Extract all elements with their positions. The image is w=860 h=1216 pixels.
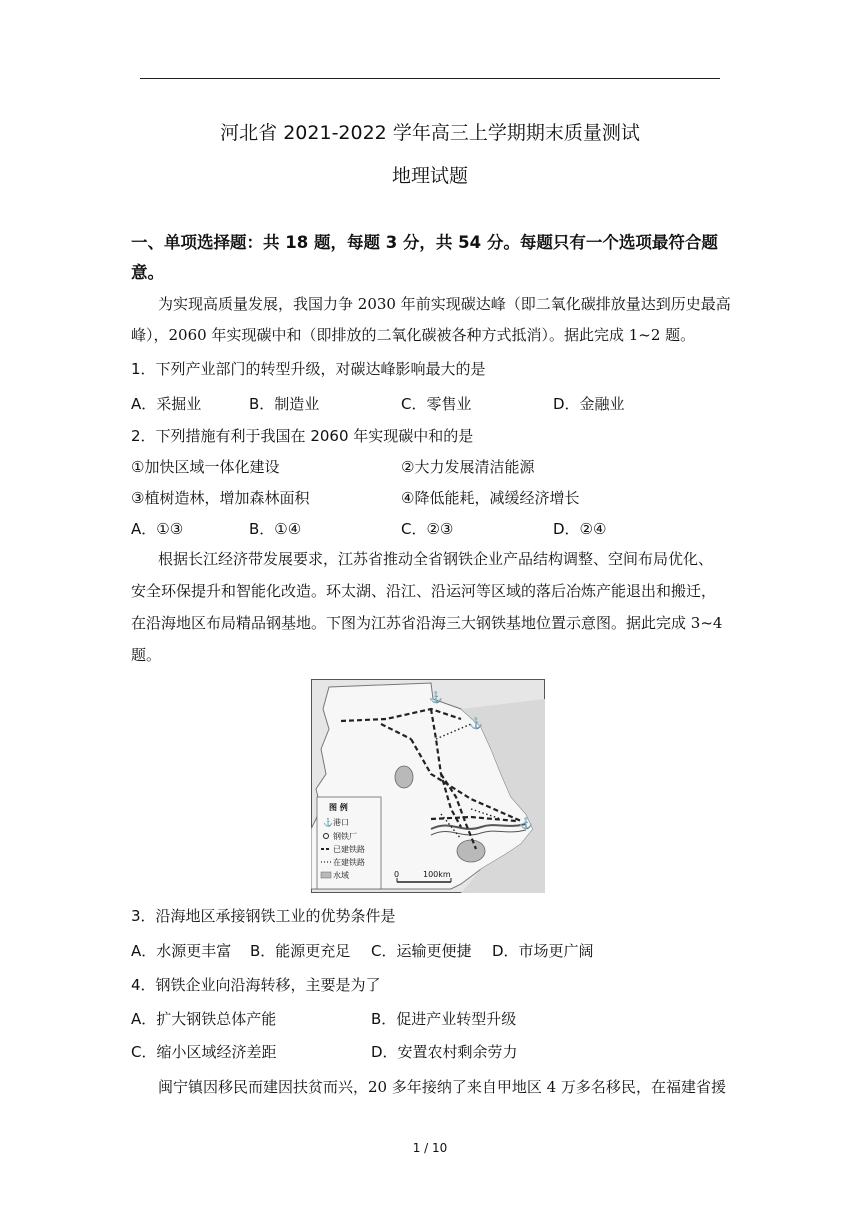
q4-option-a: A．扩大钢铁总体产能 xyxy=(131,1010,277,1028)
question-3-stem: 3．沿海地区承接钢铁工业的优势条件是 xyxy=(131,907,396,925)
question-2-stem: 2．下列措施有利于我国在 2060 年实现碳中和的是 xyxy=(131,427,474,445)
passage1-line1: 为实现高质量发展，我国力争 2030 年前实现碳达峰（即二氧化碳排放量达到历史最高 xyxy=(158,295,731,313)
svg-text:⚓: ⚓ xyxy=(469,717,483,730)
legend-title: 图 例 xyxy=(329,803,348,812)
q1-option-c: C．零售业 xyxy=(401,395,472,413)
q2-item-4: ④降低能耗，减缓经济增长 xyxy=(401,489,580,507)
jiangsu-steel-base-map xyxy=(311,679,545,893)
q3-option-b: B．能源更充足 xyxy=(250,942,351,960)
q3-option-a: A．水源更丰富 xyxy=(131,942,232,960)
q4-option-d: D．安置农村剩余劳力 xyxy=(371,1043,518,1061)
q1-option-a: A．采掘业 xyxy=(131,395,202,413)
page-number: 1 / 10 xyxy=(412,1141,448,1155)
svg-text:⚓: ⚓ xyxy=(323,818,333,827)
svg-text:⚓: ⚓ xyxy=(519,817,533,830)
legend-water: 水域 xyxy=(333,871,349,880)
passage2-line3: 在沿海地区布局精品钢基地。下图为江苏省沿海三大钢铁基地位置示意图。据此完成 3~4 xyxy=(131,614,723,632)
q3-option-d: D．市场更广阔 xyxy=(492,942,594,960)
passage2-line2: 安全环保提升和智能化改造。环太湖、沿江、沿运河等区域的落后冶炼产能退出和搬迁， xyxy=(131,582,717,600)
question-4-stem: 4．钢铁企业向沿海转移，主要是为了 xyxy=(131,976,381,994)
exam-subject: 地理试题 xyxy=(391,165,468,187)
question-1-stem: 1．下列产业部门的转型升级，对碳达峰影响最大的是 xyxy=(131,360,486,378)
q2-item-1: ①加快区域一体化建设 xyxy=(131,458,280,476)
legend-port: 港口 xyxy=(333,818,349,827)
q2-item-3: ③植树造林，增加森林面积 xyxy=(131,489,310,507)
q2-option-c: C．②③ xyxy=(401,520,454,538)
q1-option-d: D．金融业 xyxy=(553,395,625,413)
exam-title: 河北省 2021-2022 学年高三上学期期末质量测试 xyxy=(220,122,640,144)
scale-label: 100km xyxy=(423,870,451,879)
q2-option-a: A．①③ xyxy=(131,520,184,538)
q3-option-c: C．运输更便捷 xyxy=(371,942,472,960)
passage2-line4: 题。 xyxy=(131,646,162,664)
legend-steel-plant: 钢铁厂 xyxy=(333,832,357,841)
passage2-line1: 根据长江经济带发展要求，江苏省推动全省钢铁企业产品结构调整、空间布局优化、 xyxy=(158,550,714,568)
section-heading: 一、单项选择题：共 18 题，每题 3 分，共 54 分。每题只有一个选项最符合题 xyxy=(131,233,718,252)
legend-existing-railway: 已建铁路 xyxy=(333,845,365,854)
passage1-line2: 峰），2060 年实现碳中和（即排放的二氧化碳被各种方式抵消）。据此完成 1~2 题。 xyxy=(131,326,696,344)
q1-option-b: B．制造业 xyxy=(249,395,320,413)
svg-text:⚓: ⚓ xyxy=(429,691,443,704)
top-rule xyxy=(140,78,720,79)
q4-option-b: B．促进产业转型升级 xyxy=(371,1010,517,1028)
q4-option-c: C．缩小区域经济差距 xyxy=(131,1043,277,1061)
q2-option-d: D．②④ xyxy=(553,520,607,538)
section-heading-cont: 意。 xyxy=(131,263,164,282)
scale-zero: 0 xyxy=(394,870,400,879)
q2-item-2: ②大力发展清洁能源 xyxy=(401,458,535,476)
legend-railway-under-construction: 在建铁路 xyxy=(333,858,365,867)
passage3-line1: 闽宁镇因移民而建因扶贫而兴，20 多年接纳了来自甲地区 4 万多名移民，在福建省援 xyxy=(158,1078,726,1096)
q2-option-b: B．①④ xyxy=(249,520,302,538)
